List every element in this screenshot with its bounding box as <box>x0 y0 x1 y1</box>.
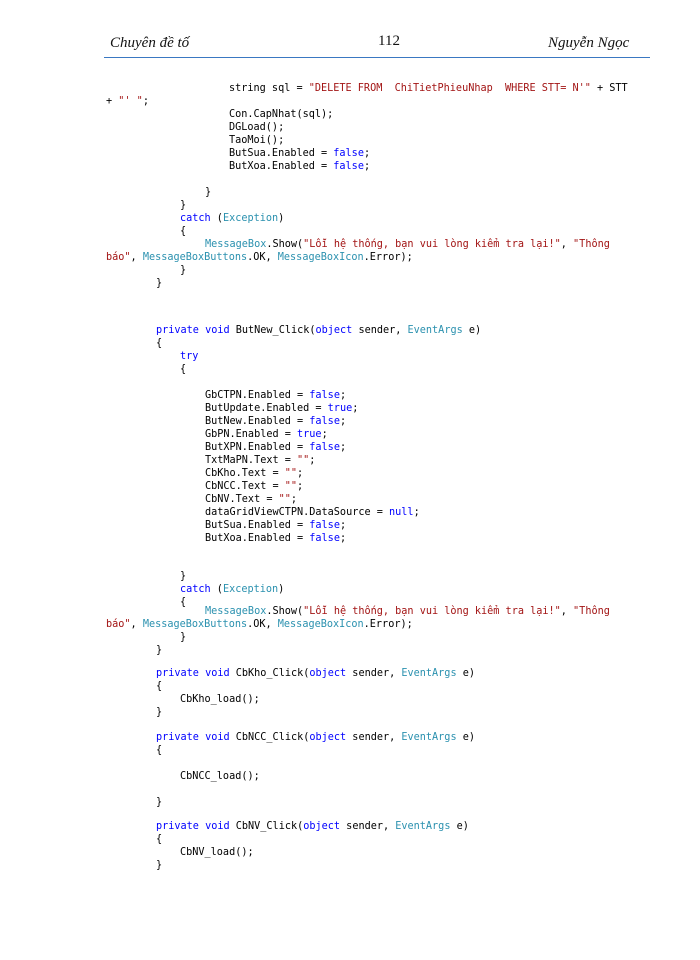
code-line <box>156 731 475 744</box>
code-token: dataGridViewCTPN.DataSource = <box>205 507 390 518</box>
code-token: EventArgs <box>395 821 451 832</box>
code-line <box>180 693 260 706</box>
code-token: ButNew.Enabled = <box>205 416 310 427</box>
code-line <box>180 350 198 363</box>
code-token: ButXoa.Enabled = <box>229 161 334 172</box>
code-token: { <box>180 597 187 608</box>
code-line <box>229 134 284 147</box>
code-line <box>205 506 420 519</box>
code-token: ButSua.Enabled = <box>205 520 310 531</box>
code-token: ; <box>339 442 347 453</box>
code-token: try <box>180 351 199 362</box>
code-token: } <box>180 265 187 276</box>
code-token: false <box>309 442 340 453</box>
code-line <box>205 402 358 415</box>
code-token: ; <box>339 520 347 531</box>
code-line <box>180 199 186 212</box>
code-line <box>156 744 162 757</box>
code-line <box>156 833 162 846</box>
code-token: ; <box>309 455 316 466</box>
code-token: e) <box>450 821 469 832</box>
code-token: } <box>156 278 163 289</box>
code-token: "" <box>297 455 310 466</box>
code-token: sender, <box>352 325 408 336</box>
code-token: EventArgs <box>401 732 457 743</box>
code-token: e) <box>456 668 475 679</box>
code-token: { <box>180 364 187 375</box>
code-line <box>229 160 370 173</box>
code-token: ButSua.Enabled = <box>229 148 334 159</box>
code-token: "Lỗi hệ thống, bạn vui lòng kiểm tra lại!" <box>303 606 561 617</box>
code-token: ( <box>210 584 223 595</box>
code-line <box>205 238 610 251</box>
code-token: } <box>156 860 163 871</box>
code-token: sender, <box>346 732 402 743</box>
code-token: CbKho_load(); <box>180 694 260 705</box>
code-token: false <box>333 148 364 159</box>
code-token: .OK, <box>247 252 278 263</box>
code-token: CbNV_Click( <box>229 821 304 832</box>
code-token: e) <box>462 325 482 336</box>
code-token: sender, <box>340 821 396 832</box>
code-token: void <box>205 668 230 679</box>
code-line <box>205 186 211 199</box>
code-token: + STT <box>590 83 628 94</box>
code-token: CbKho_Click( <box>229 668 310 679</box>
code-token: object <box>315 325 353 336</box>
code-token: "' " <box>118 96 143 107</box>
code-line <box>180 846 254 859</box>
code-token: .Error); <box>363 619 413 630</box>
code-token: ButXoa.Enabled = <box>205 533 310 544</box>
code-token: , <box>130 619 143 630</box>
code-token: false <box>309 416 340 427</box>
code-token: true <box>327 403 353 414</box>
code-token: MessageBox <box>205 239 267 250</box>
code-token: { <box>180 226 187 237</box>
code-token: , <box>560 239 574 250</box>
code-token: ; <box>339 533 347 544</box>
code-token: string sql = <box>229 83 309 94</box>
code-line <box>205 519 346 532</box>
code-line <box>156 820 469 833</box>
code-token: { <box>156 834 163 845</box>
code-token: CbNCC_load(); <box>180 771 260 782</box>
code-token: } <box>180 571 187 582</box>
code-line <box>205 493 297 506</box>
code-token: true <box>297 429 322 440</box>
code-token: CbKho.Text = <box>205 468 285 479</box>
code-line <box>156 859 162 872</box>
code-token: CbNV_load(); <box>180 847 254 858</box>
code-token: "" <box>284 481 298 492</box>
code-token: ; <box>339 390 347 401</box>
page-number: 112 <box>378 33 400 49</box>
code-token: ; <box>321 429 328 440</box>
code-token: EventArgs <box>401 668 457 679</box>
code-token: void <box>205 821 230 832</box>
header-left-title: Chuyên đề tố <box>110 35 190 51</box>
code-line <box>205 467 303 480</box>
code-line <box>229 108 333 121</box>
code-token: Exception <box>222 213 279 224</box>
code-token: "" <box>278 494 291 505</box>
code-token: MessageBoxButtons <box>142 252 248 263</box>
code-line <box>180 583 284 596</box>
code-token: { <box>156 681 163 692</box>
code-token: } <box>180 200 187 211</box>
code-line <box>205 389 346 402</box>
code-token: ; <box>413 507 420 518</box>
code-line <box>156 667 475 680</box>
code-line <box>180 264 186 277</box>
code-token: ; <box>352 403 359 414</box>
code-line <box>106 251 413 264</box>
code-token: ) <box>278 213 285 224</box>
code-token: sender, <box>346 668 402 679</box>
code-token: } <box>156 645 163 656</box>
code-token: } <box>180 632 187 643</box>
code-token: , <box>560 606 574 617</box>
code-token: false <box>309 520 340 531</box>
code-token: "DELETE FROM ChiTietPhieuNhap WHERE STT= N'" <box>308 83 591 94</box>
code-token: private <box>156 325 199 336</box>
code-token: TaoMoi(); <box>229 135 285 146</box>
code-line <box>156 680 162 693</box>
code-line <box>180 363 186 376</box>
code-token: MessageBox <box>205 606 267 617</box>
code-token: CbNV.Text = <box>205 494 279 505</box>
code-line <box>156 644 162 657</box>
code-token: ; <box>297 468 304 479</box>
code-line <box>156 796 162 809</box>
code-line <box>180 631 186 644</box>
code-token: .Error); <box>363 252 413 263</box>
code-token: "" <box>284 468 298 479</box>
code-line <box>229 121 284 134</box>
code-line <box>205 532 346 545</box>
code-token: { <box>156 338 163 349</box>
code-token: ButNew_Click( <box>229 325 316 336</box>
code-token: private <box>156 668 199 679</box>
code-token: void <box>205 325 230 336</box>
code-token: ButXPN.Enabled = <box>205 442 310 453</box>
code-token: catch <box>180 213 211 224</box>
code-token: CbNCC_Click( <box>229 732 310 743</box>
code-token: ButUpdate.Enabled = <box>205 403 328 414</box>
code-line <box>180 570 186 583</box>
code-token: object <box>309 732 347 743</box>
code-line <box>180 770 260 783</box>
code-token: báo" <box>106 619 131 630</box>
code-token: CbNCC.Text = <box>205 481 285 492</box>
code-token: Con.CapNhat(sql); <box>229 109 334 120</box>
code-token: private <box>156 821 199 832</box>
code-token: GbCTPN.Enabled = <box>205 390 310 401</box>
code-token: "Thông <box>573 606 610 617</box>
code-token: "Thông <box>573 239 610 250</box>
code-line <box>180 212 284 225</box>
code-line <box>205 454 315 467</box>
code-line <box>205 415 346 428</box>
code-line <box>156 277 162 290</box>
code-line <box>229 147 370 160</box>
code-line <box>106 95 149 108</box>
code-line <box>229 82 628 95</box>
code-token: } <box>156 707 163 718</box>
code-token: Exception <box>222 584 279 595</box>
code-token: báo" <box>106 252 131 263</box>
code-token: void <box>205 732 230 743</box>
code-token: null <box>389 507 414 518</box>
header-right-author: Nguyễn Ngọc <box>548 35 630 51</box>
code-token: , <box>130 252 143 263</box>
code-token: ) <box>278 584 285 595</box>
code-token: DGLoad(); <box>229 122 285 133</box>
code-token: object <box>303 821 341 832</box>
code-token: false <box>309 390 340 401</box>
code-token: MessageBoxIcon <box>277 252 364 263</box>
code-line <box>156 324 481 337</box>
code-token: ; <box>297 481 304 492</box>
code-token: e) <box>456 732 475 743</box>
code-token: false <box>309 533 340 544</box>
code-token: private <box>156 732 199 743</box>
code-line <box>156 706 162 719</box>
code-token: ; <box>142 96 149 107</box>
code-line <box>205 605 610 618</box>
code-line <box>156 337 162 350</box>
code-token: MessageBoxButtons <box>142 619 248 630</box>
code-token: object <box>309 668 347 679</box>
code-line <box>180 596 186 609</box>
code-token: .OK, <box>247 619 278 630</box>
code-token: .Show( <box>266 239 304 250</box>
code-line <box>180 225 186 238</box>
code-line <box>205 428 328 441</box>
code-token: "Lỗi hệ thống, bạn vui lòng kiểm tra lại!" <box>303 239 561 250</box>
code-token: GbPN.Enabled = <box>205 429 298 440</box>
code-token: ( <box>210 213 223 224</box>
code-token: } <box>156 797 163 808</box>
code-token: TxtMaPN.Text = <box>205 455 298 466</box>
code-token: { <box>156 745 163 756</box>
code-token: ; <box>339 416 347 427</box>
code-token: ; <box>290 494 298 505</box>
code-token: ; <box>363 148 371 159</box>
code-token: ; <box>363 161 371 172</box>
code-line <box>205 441 346 454</box>
code-line <box>205 480 303 493</box>
code-token: catch <box>180 584 211 595</box>
code-token: EventArgs <box>407 325 463 336</box>
code-token: .Show( <box>266 606 304 617</box>
code-token: false <box>333 161 364 172</box>
code-line <box>106 618 413 631</box>
code-token: } <box>205 187 212 198</box>
code-token: MessageBoxIcon <box>277 619 364 630</box>
code-token: + <box>106 96 119 107</box>
